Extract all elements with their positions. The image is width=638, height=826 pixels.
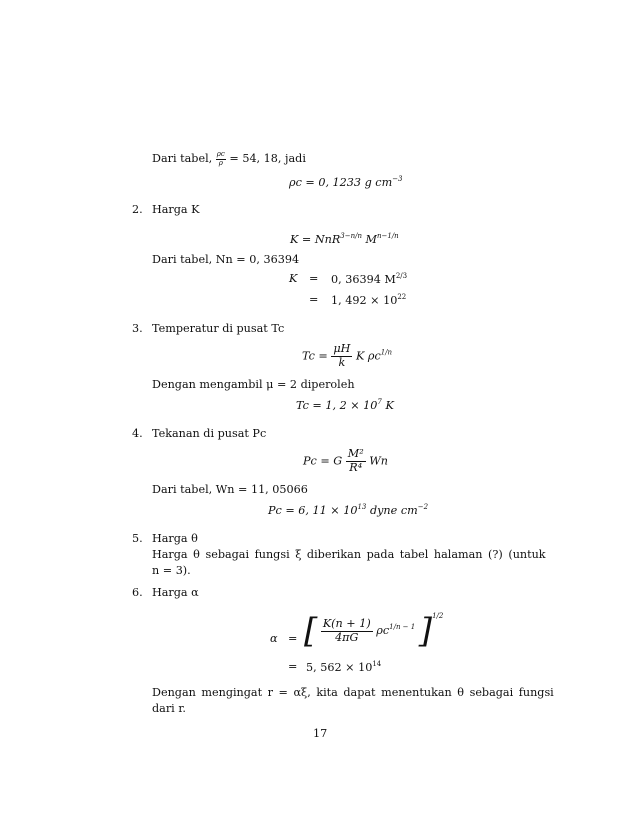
alpha-den: 4πG — [335, 630, 359, 644]
alpha-fraction — [321, 618, 373, 645]
equation-rho-c — [289, 175, 403, 189]
item-5-number: 5. — [132, 532, 143, 545]
left-bracket: [ — [304, 611, 318, 651]
k-val1 — [331, 272, 407, 286]
alpha-outer-exp: 1/2 — [432, 612, 444, 620]
pc-value — [268, 503, 428, 517]
k-val1-eq: = — [309, 272, 319, 285]
tc-fraction — [331, 343, 352, 370]
tc-val-unit: K — [385, 399, 394, 412]
final-text-1: Dengan mengingat r = αξ, kita dapat menentukan θ sebagai fungsi — [152, 686, 554, 699]
item-4-title: Tekanan di pusat Pc — [152, 427, 267, 440]
rho-c-exp: −3 — [392, 175, 403, 183]
item-3-number: 3. — [132, 322, 143, 335]
pc-num: M² — [347, 447, 364, 460]
pc-val-unit: dyne cm — [369, 504, 418, 517]
pc-val: Pc = 6, 11 × 10 — [268, 504, 358, 517]
pc-den: R⁴ — [349, 460, 363, 474]
item-5-title: Harga θ — [152, 532, 198, 545]
alpha-val-eq: = — [288, 660, 298, 673]
k-exp1: 3−n/n — [340, 232, 362, 240]
pc-val-unit-exp: −2 — [417, 503, 429, 511]
item-6-number: 6. — [132, 586, 143, 599]
item-3-title: Temperatur di pusat Tc — [152, 322, 285, 335]
k-val-lhs: K — [289, 272, 298, 285]
alpha-rho-exp: 1/n − 1 — [389, 623, 416, 631]
equation-pc — [303, 448, 388, 475]
tc-den: k — [338, 355, 346, 369]
alpha-value — [306, 660, 381, 674]
equation-alpha — [304, 611, 444, 651]
text-dari-tabel-rho — [152, 151, 306, 167]
k-eq-text: K = NnR — [290, 233, 341, 246]
pc-fraction — [346, 448, 366, 475]
final-text-2: dari r. — [152, 702, 186, 715]
alpha-lhs: α — [270, 632, 278, 645]
rho-ratio-value: = 54, 18, jadi — [229, 152, 306, 166]
equation-k — [290, 232, 399, 246]
k-val2-rhs: 1, 492 × 10 — [331, 294, 398, 307]
pc-val-exp: 13 — [357, 503, 367, 511]
item-2-title: Harga K — [152, 203, 200, 216]
tc-value — [296, 398, 394, 412]
tc-val: Tc = 1, 2 × 10 — [296, 399, 378, 412]
alpha-rho: ρc — [376, 624, 390, 637]
k-val1-exp: 2/3 — [395, 272, 408, 280]
item-2-number: 2. — [132, 203, 143, 216]
alpha-val-exp: 14 — [372, 660, 382, 668]
k-val2-eq: = — [309, 293, 319, 306]
tc-lhs: Tc = — [302, 349, 328, 363]
alpha-val: 5, 562 × 10 — [306, 661, 373, 674]
k-val2-exp: 22 — [397, 293, 407, 301]
item-6-title: Harga α — [152, 586, 199, 599]
k-val2 — [331, 293, 406, 307]
label-dari-tabel: Dari tabel, — [152, 152, 213, 166]
equation-tc — [302, 343, 392, 370]
pc-lhs: Pc = G — [303, 454, 343, 468]
text-dari-tabel-nn: Dari tabel, Nn = 0, 36394 — [152, 253, 300, 266]
alpha-num: K(n + 1) — [322, 616, 371, 630]
right-bracket: ] — [418, 611, 433, 651]
k-m: M — [365, 233, 377, 246]
tc-num: μH — [333, 342, 351, 355]
pc-rhs: Wn — [369, 454, 389, 468]
item-5-text-2: n = 3). — [152, 564, 191, 577]
text-mu-line: Dengan mengambil μ = 2 diperoleh — [152, 378, 355, 391]
tc-exp: 1/n — [380, 348, 393, 357]
text-wn-line: Dari tabel, Wn = 11, 05066 — [152, 483, 308, 496]
k-exp2: n−1/n — [377, 232, 399, 240]
tc-rhs: K ρc — [355, 349, 381, 363]
k-val1-rhs: 0, 36394 M — [331, 273, 396, 286]
item-5-text-1: Harga θ sebagai fungsi ξ diberikan pada tabel halaman (?) (untuk — [152, 548, 546, 561]
rho-ratio-fraction: $\frac{\rho c}{\rho}$ — [216, 150, 225, 167]
item-4-number: 4. — [132, 427, 143, 440]
page-number: 17 — [313, 727, 328, 740]
tc-val-exp: 7 — [377, 398, 382, 406]
rho-c-text: ρc = 0, 1233 g cm — [289, 176, 393, 189]
alpha-eq: = — [288, 632, 298, 645]
